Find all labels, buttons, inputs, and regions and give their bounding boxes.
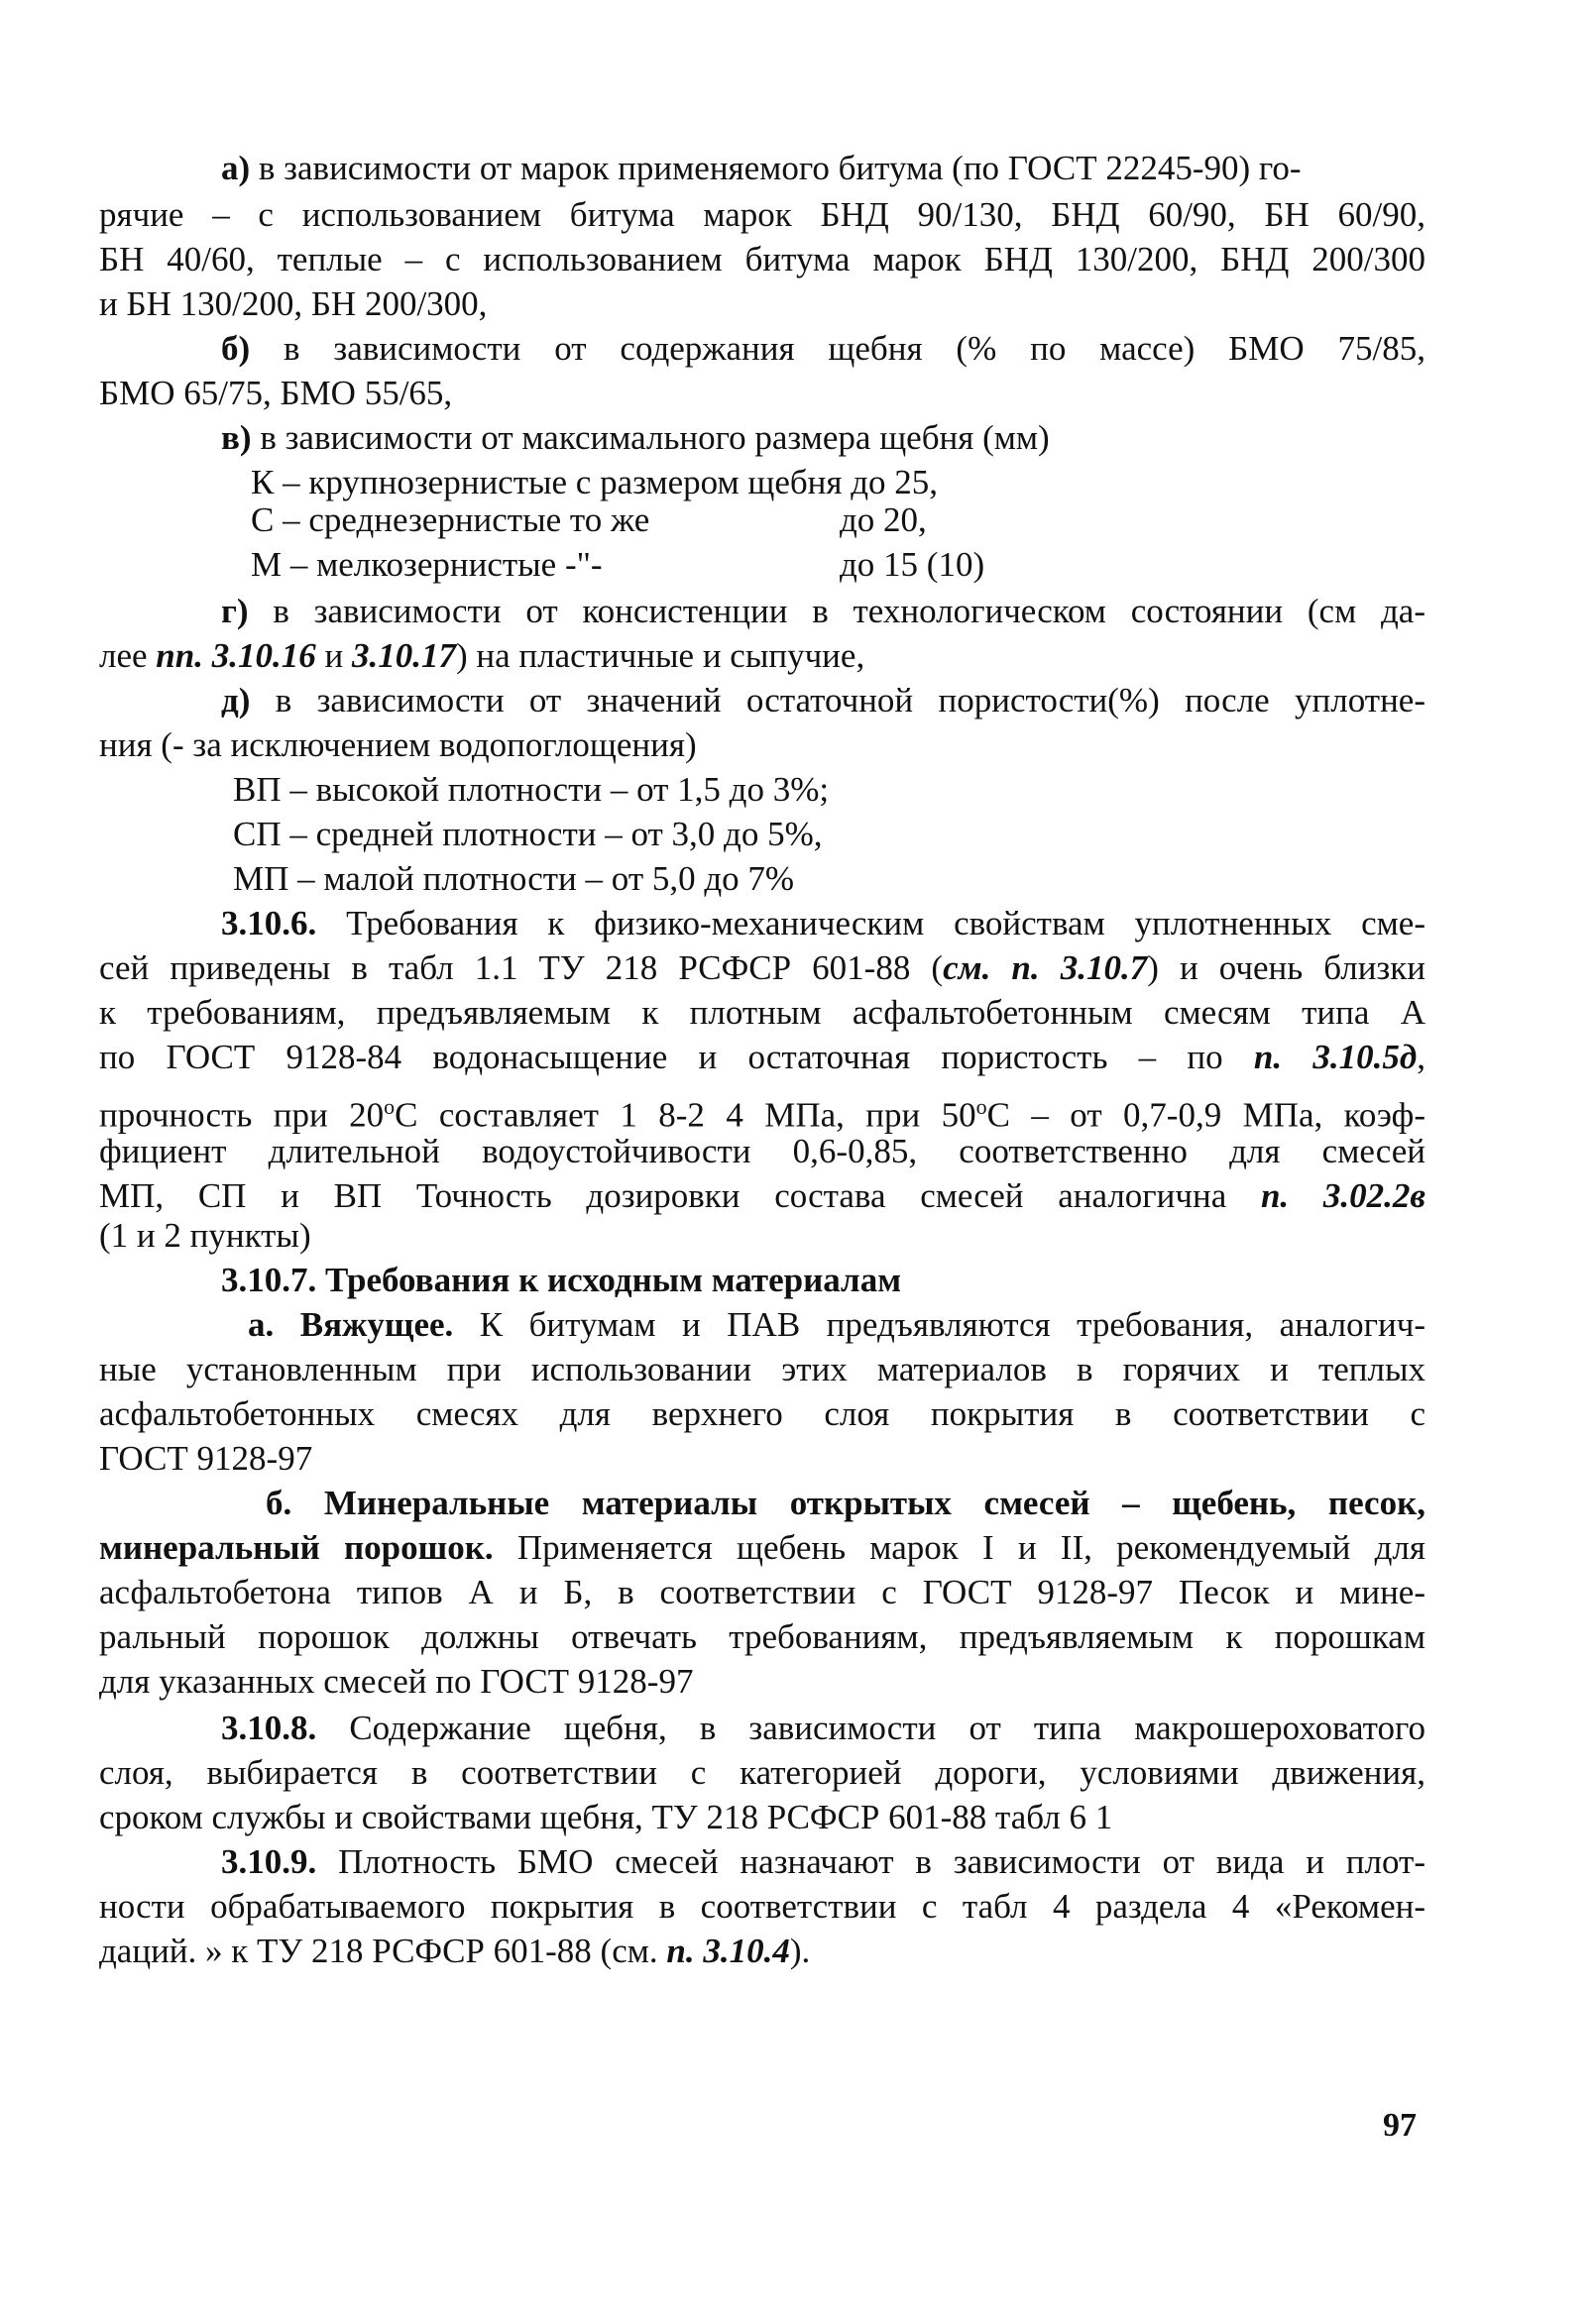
cross-reference: пп. 3.10.16 — [156, 636, 316, 675]
text-line: 3.10.8. Содержание щебня, в зависимости от типа макрошероховатого — [221, 1709, 1425, 1747]
subsection-heading: б. Минеральные материалы открытых смесей – щебень, песок, — [266, 1484, 1425, 1522]
text-line: С – среднезернистые то же до 20, — [251, 500, 927, 539]
text-line: МП, СП и ВП Точность дозировки состава смесей аналогична п. 3.02.2в — [99, 1176, 1425, 1215]
text-line: сроком службы и свойствами щебня, ТУ 218 РСФСР 601-88 табл 6 1 — [99, 1798, 1113, 1836]
text-line: а. Вяжущее. К битумам и ПАВ предъявляются требования, аналогич- — [248, 1305, 1425, 1344]
text-line: даций. » к ТУ 218 РСФСР 601-88 (см. п. 3.10.4). — [99, 1932, 811, 1970]
text-line: БН 40/60, теплые – с использованием битума марок БНД 130/200, БНД 200/300 — [99, 240, 1425, 278]
text-line: МП – малой плотности – от 5,0 до 7% — [233, 859, 795, 898]
text-line: в) в зависимости от максимального размера щебня (мм) — [221, 418, 1050, 457]
text-line: д) в зависимости от значений остаточной пористости(%) после уплотне- — [221, 681, 1425, 719]
text-line: рячие – с использованием битума марок БНД 90/130, БНД 60/90, БН 60/90, — [99, 195, 1425, 234]
text-line: и БН 130/200, БН 200/300, — [99, 284, 488, 323]
text-line: для указанных смесей по ГОСТ 9128-97 — [99, 1662, 694, 1701]
text-line: ГОСТ 9128-97 — [99, 1439, 313, 1478]
text-line: прочность при $20^оС$ составляет 1 8-2 4 МПа, при $50^оС$ – от 0,7-0,9 МПа, коэф- — [99, 1094, 1425, 1135]
text-line: сей приведены в табл 1.1 ТУ 218 РСФСР 601-88 (см. п. 3.10.7) и очень близки — [99, 948, 1425, 987]
text-line: асфальтобетонных смесях для верхнего слоя покрытия в соответствии с — [99, 1394, 1425, 1433]
text-line: М – мелкозернистые -"- до 15 (10) — [251, 545, 985, 584]
cross-reference: п. 3.10.5д — [1253, 1038, 1418, 1076]
text-line: по ГОСТ 9128-84 водонасыщение и остаточная пористость – по п. 3.10.5д, — [99, 1038, 1425, 1076]
text-line: БМО 65/75, БМО 55/65, — [99, 374, 453, 412]
text-line: слоя, выбирается в соответствии с категорией дороги, условиями движения, — [99, 1753, 1425, 1792]
text-line: фициент длительной водоустойчивости 0,6-0,85, соответственно для смесей — [99, 1132, 1425, 1170]
section-heading: 3.10.7. Требования к исходным материалам — [221, 1261, 902, 1299]
cross-reference: п. 3.10.4 — [666, 1932, 790, 1970]
cross-reference: 3.10.17 — [351, 636, 456, 675]
text-line: б) в зависимости от содержания щебня (% по массе) БМО 75/85, — [221, 329, 1425, 368]
text-line: а) в зависимости от марок применяемого битума (по ГОСТ 22245-90) го- — [221, 149, 1302, 187]
text-line: К – крупнозернистые с размером щебня до 25, — [251, 463, 939, 501]
text-line: асфальтобетона типов А и Б, в соответствии с ГОСТ 9128-97 Песок и мине- — [99, 1573, 1425, 1611]
text-line: ВП – высокой плотности – от 1,5 до 3%; — [233, 770, 830, 809]
page-number: 97 — [1383, 2107, 1417, 2144]
text-line: г) в зависимости от консистенции в технологическом состоянии (см да- — [221, 592, 1425, 630]
text-line: ности обрабатываемого покрытия в соответствии с табл 4 раздела 4 «Рекомен- — [99, 1887, 1425, 1926]
text-line: ния (- за исключением водопоглощения) — [99, 725, 697, 764]
text-line: СП – средней плотности – от 3,0 до 5%, — [233, 815, 823, 853]
cross-reference: см. п. 3.10.7 — [943, 948, 1148, 987]
text-line: (1 и 2 пункты) — [99, 1216, 311, 1255]
cross-reference: п. 3.02.2в — [1260, 1176, 1425, 1215]
text-line: минеральный порошок. Применяется щебень марок I и II, рекомендуемый для — [99, 1528, 1425, 1567]
text-line: лее пп. 3.10.16 и 3.10.17) на пластичные и сыпучие, — [99, 636, 865, 675]
text-line: ные установленным при использовании этих материалов в горячих и теплых — [99, 1350, 1425, 1388]
text-line: ральный порошок должны отвечать требованиям, предъявляемым к порошкам — [99, 1617, 1425, 1656]
text-line: к требованиям, предъявляемым к плотным асфальтобетонным смесям типа А — [99, 993, 1425, 1032]
text-line: 3.10.9. Плотность БМО смесей назначают в зависимости от вида и плот- — [221, 1842, 1425, 1881]
text-line: 3.10.6. Требования к физико-механическим свойствам уплотненных сме- — [221, 904, 1425, 942]
